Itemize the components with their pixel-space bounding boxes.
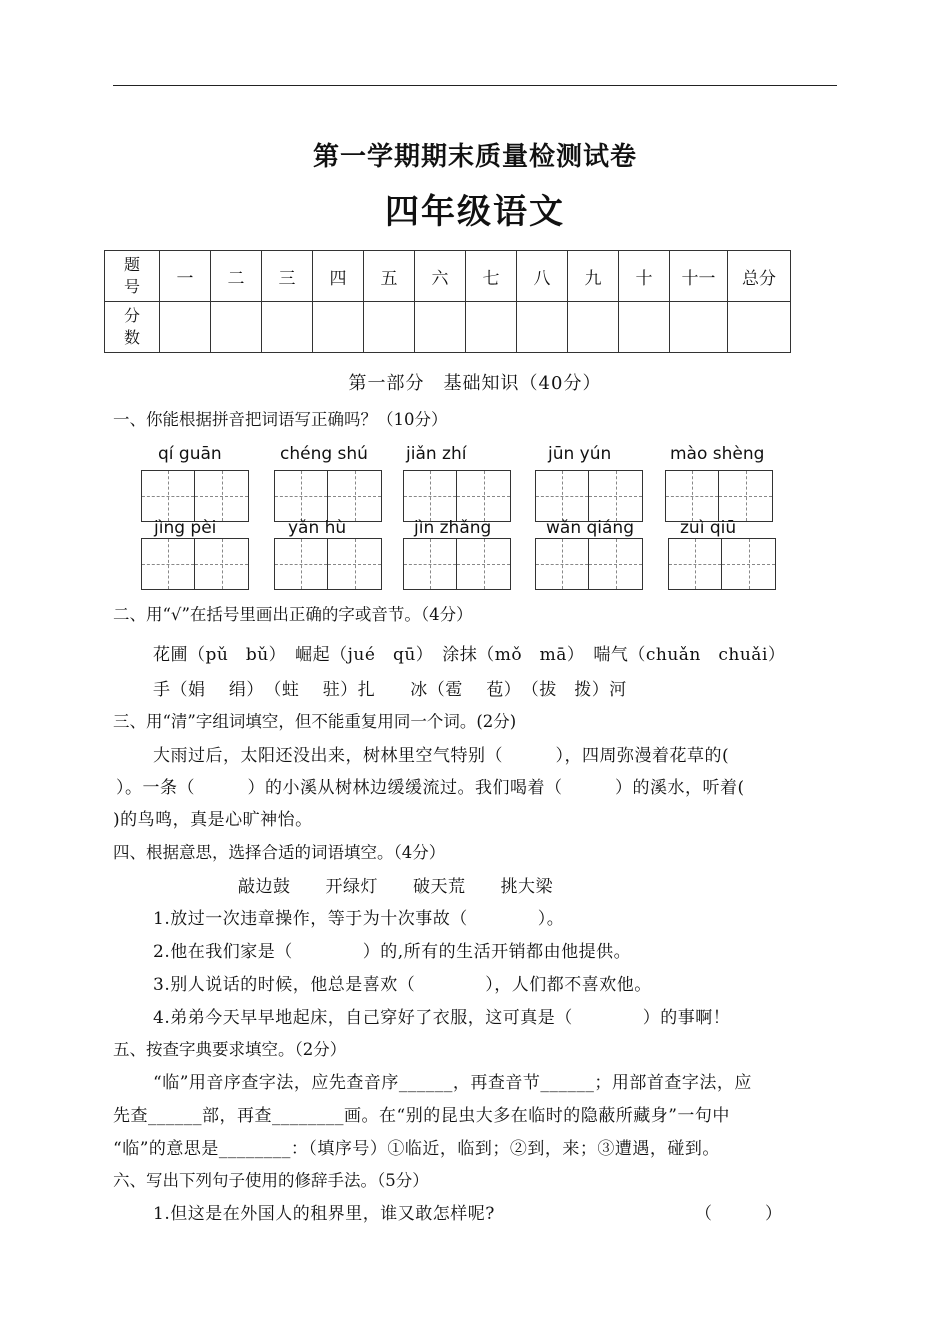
score-col-header: 四 xyxy=(313,251,364,302)
writing-grid[interactable] xyxy=(274,470,382,522)
score-col-header: 总分 xyxy=(728,251,791,302)
score-table-header-row xyxy=(105,251,791,302)
pinyin-label: yǎn hù xyxy=(288,518,347,538)
part-one-title: 第一部分 基础知识（40分） xyxy=(348,373,602,394)
score-cell[interactable] xyxy=(415,302,466,353)
score-col-header: 五 xyxy=(364,251,415,302)
score-table-row-label: 题号 xyxy=(105,251,160,302)
score-cell[interactable] xyxy=(364,302,415,353)
score-table-row-label: 分数 xyxy=(105,302,160,353)
grid-cell[interactable] xyxy=(535,470,589,522)
score-col-header: 十一 xyxy=(670,251,728,302)
pinyin-label: jiǎn zhí xyxy=(406,444,467,464)
header-rule xyxy=(113,85,837,86)
writing-grid[interactable] xyxy=(535,538,643,590)
pinyin-label: jìn zhǎng xyxy=(414,518,492,538)
score-cell[interactable] xyxy=(568,302,619,353)
writing-grid[interactable] xyxy=(668,538,776,590)
question-4-item: 4.弟弟今天早早地起床，自己穿好了衣服，这可真是（ ）的事啊！ xyxy=(153,1008,731,1028)
writing-grid[interactable] xyxy=(403,538,511,590)
score-col-header: 一 xyxy=(160,251,211,302)
score-cell[interactable] xyxy=(670,302,728,353)
score-col-header: 八 xyxy=(517,251,568,302)
grid-cell[interactable] xyxy=(722,538,776,590)
score-cell[interactable] xyxy=(313,302,364,353)
score-cell[interactable] xyxy=(262,302,313,353)
pinyin-label: wǎn qiáng xyxy=(546,518,634,538)
score-cell[interactable] xyxy=(160,302,211,353)
writing-grid[interactable] xyxy=(535,470,643,522)
score-col-header: 十 xyxy=(619,251,670,302)
writing-grid[interactable] xyxy=(274,538,382,590)
pinyin-label: jìng pèi xyxy=(154,518,217,538)
grid-cell[interactable] xyxy=(665,470,719,522)
grid-cell[interactable] xyxy=(535,538,589,590)
question-4-item: 2.他在我们家是（ ）的,所有的生活开销都由他提供。 xyxy=(153,942,632,962)
grid-cell[interactable] xyxy=(589,538,643,590)
pinyin-label: jūn yún xyxy=(548,444,612,464)
score-cell[interactable] xyxy=(619,302,670,353)
grid-cell[interactable] xyxy=(403,470,457,522)
score-cell[interactable] xyxy=(466,302,517,353)
grid-cell[interactable] xyxy=(589,470,643,522)
pinyin-label: chéng shú xyxy=(280,444,368,464)
pinyin-label: mào shèng xyxy=(670,444,765,464)
answer-blank[interactable]: （ ） xyxy=(695,1204,783,1224)
grid-cell[interactable] xyxy=(403,538,457,590)
question-3-line-1: 大雨过后，太阳还没出来，树林里空气特别（ ），四周弥漫着花草的( xyxy=(153,746,730,766)
question-2-title: 二、用“√”在括号里画出正确的字或音节。（4分） xyxy=(113,605,473,624)
exam-subtitle: 四年级语文 xyxy=(385,192,565,232)
question-5-line-3: “临”的意思是________：（填序号）①临近，临到；②到，来；③遭遇，碰到。 xyxy=(113,1139,720,1159)
grid-cell[interactable] xyxy=(457,538,511,590)
writing-grid[interactable] xyxy=(141,470,249,522)
question-5-title: 五、按查字典要求填空。（2分） xyxy=(113,1040,347,1059)
score-cell[interactable] xyxy=(517,302,568,353)
pinyin-label: qí guān xyxy=(158,444,222,464)
grid-cell[interactable] xyxy=(274,538,328,590)
question-6-item: 1.但这是在外国人的租界里，谁又敢怎样呢? xyxy=(153,1204,495,1224)
score-col-header: 六 xyxy=(415,251,466,302)
grid-cell[interactable] xyxy=(328,538,382,590)
question-3-line-3: )的鸟鸣，真是心旷神怡。 xyxy=(113,810,313,830)
grid-cell[interactable] xyxy=(141,538,195,590)
question-4-item: 1.放过一次违章操作，等于为十次事故（ ）。 xyxy=(153,909,565,929)
question-6-title: 六、写出下列句子使用的修辞手法。（5分） xyxy=(113,1171,429,1190)
grid-cell[interactable] xyxy=(195,538,249,590)
score-table xyxy=(104,250,791,353)
grid-cell[interactable] xyxy=(274,470,328,522)
writing-grid[interactable] xyxy=(403,470,511,522)
question-2-line-2: 手（娟 绢） （蛀 驻）扎 冰（雹 苞） （拔 拨）河 xyxy=(153,680,627,700)
question-5-line-2: 先查______部，再查________画。在“别的昆虫大多在临时的隐蔽所藏身”一句中 xyxy=(113,1106,730,1126)
question-1-title: 一、你能根据拼音把词语写正确吗？（10分） xyxy=(113,410,448,429)
grid-cell[interactable] xyxy=(668,538,722,590)
exam-title: 第一学期期末质量检测试卷 xyxy=(312,142,637,172)
question-4-title: 四、根据意思，选择合适的词语填空。（4分） xyxy=(113,843,446,862)
score-cell[interactable] xyxy=(728,302,791,353)
grid-cell[interactable] xyxy=(328,470,382,522)
score-col-header: 七 xyxy=(466,251,517,302)
writing-grid[interactable] xyxy=(141,538,249,590)
question-5-line-1: “临”用音序查字法，应先查音序______，再查音节______；用部首查字法，应 xyxy=(153,1073,752,1093)
score-col-header: 二 xyxy=(211,251,262,302)
question-2-line-1: 花圃（pǔ bǔ） 崛起（jué qū） 涂抹（mǒ mā） 喘气（chuǎn chuǎi） xyxy=(153,645,786,665)
word-options: 敲边鼓 开绿灯 破天荒 挑大梁 xyxy=(238,877,553,897)
question-3-title: 三、用“清”字组词填空，但不能重复用同一个词。(2分) xyxy=(113,712,517,731)
score-col-header: 三 xyxy=(262,251,313,302)
score-table-score-row xyxy=(105,302,791,353)
question-3-line-2: ）。一条（ ）的小溪从树林边缓缓流过。我们喝着（ ）的溪水，听着( xyxy=(116,778,745,798)
score-cell[interactable] xyxy=(211,302,262,353)
question-4-item: 3.别人说话的时候，他总是喜欢（ ），人们都不喜欢他。 xyxy=(153,975,652,995)
pinyin-label: zuì qiū xyxy=(680,518,737,538)
grid-cell[interactable] xyxy=(195,470,249,522)
grid-cell[interactable] xyxy=(141,470,195,522)
score-col-header: 九 xyxy=(568,251,619,302)
grid-cell[interactable] xyxy=(719,470,773,522)
writing-grid[interactable] xyxy=(665,470,773,522)
grid-cell[interactable] xyxy=(457,470,511,522)
